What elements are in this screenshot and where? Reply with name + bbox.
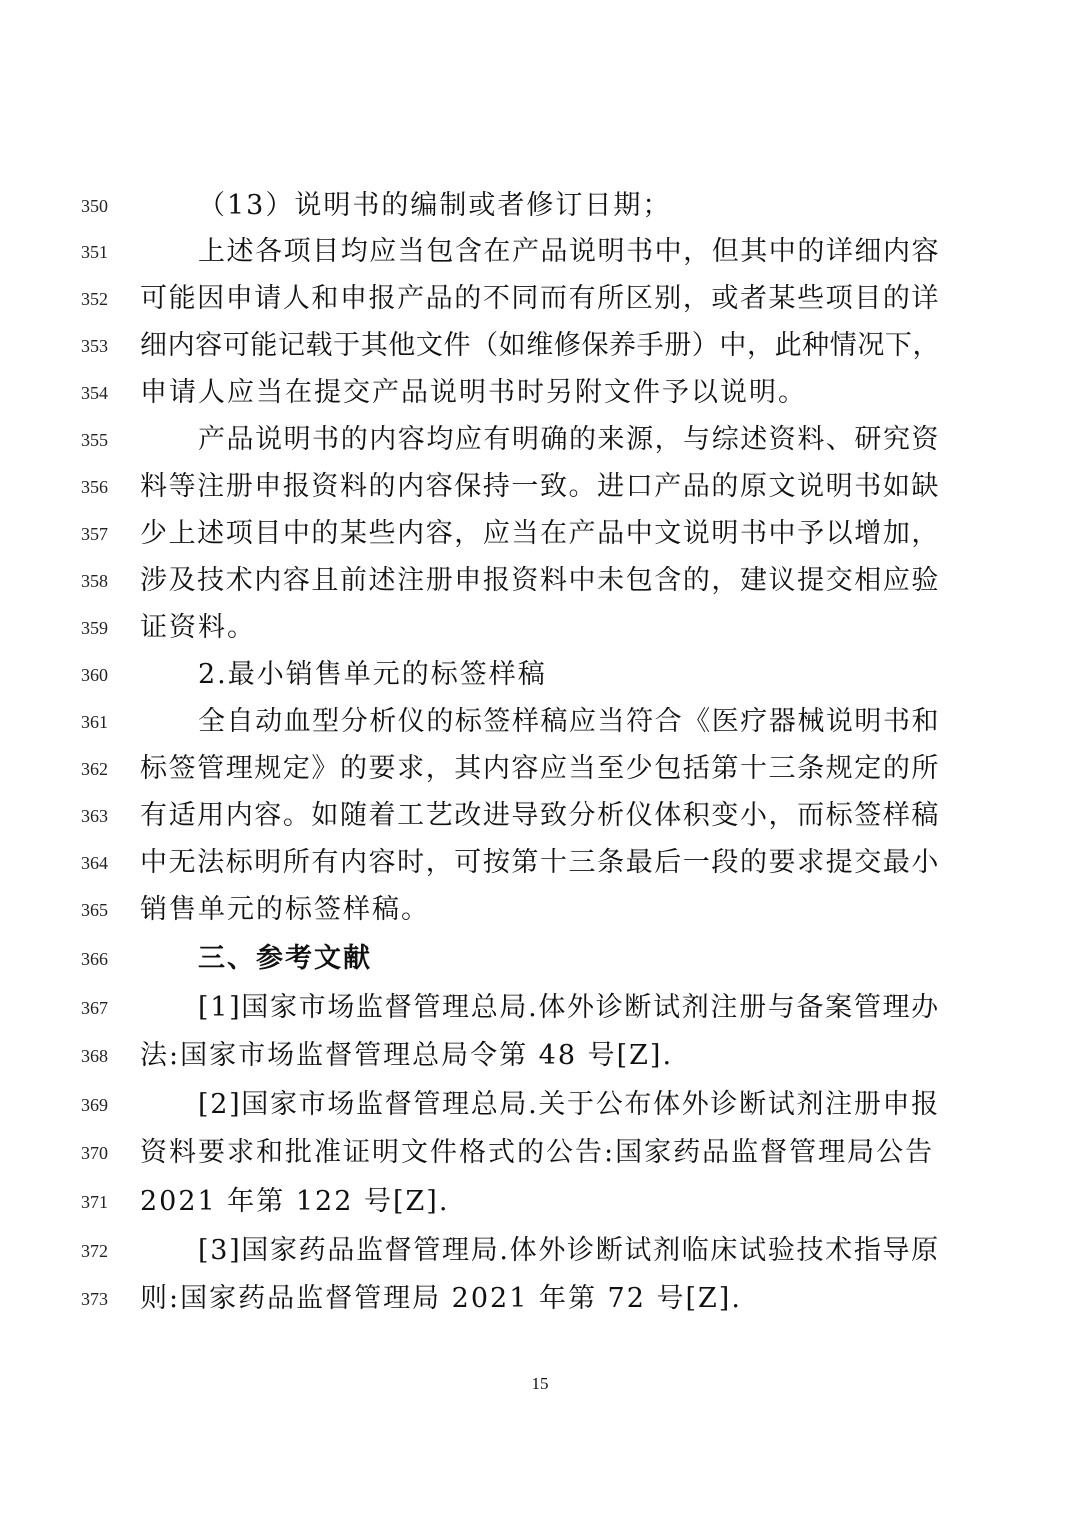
document-line xyxy=(0,186,1080,226)
line-text: （13）说明书的编制或者修订日期； xyxy=(198,190,672,221)
section-heading: 三、参考文献 xyxy=(198,943,372,974)
line-text: 则:国家药品监督管理局 2021 年第 72 号[Z]. xyxy=(140,1283,742,1314)
document-line xyxy=(0,1085,1080,1125)
line-number: 360 xyxy=(81,665,108,685)
line-text: 中无法标明所有内容时，可按第十三条最后一段的要求提交最小 xyxy=(140,847,940,878)
document-line xyxy=(0,1231,1080,1271)
line-number: 351 xyxy=(81,242,108,262)
document-line xyxy=(0,988,1080,1028)
line-text: 上述各项目均应当包含在产品说明书中，但其中的详细内容 xyxy=(198,236,941,267)
document-line xyxy=(0,279,1080,319)
line-text: 有适用内容。如随着工艺改进导致分析仪体积变小，而标签样稿 xyxy=(140,800,940,831)
line-number: 355 xyxy=(81,430,108,450)
line-text: 申请人应当在提交产品说明书时另附文件予以说明。 xyxy=(140,377,807,408)
line-text: 法:国家市场监督管理总局令第 48 号[Z]. xyxy=(140,1040,674,1071)
line-number: 357 xyxy=(81,524,108,544)
line-number: 372 xyxy=(81,1241,108,1261)
line-number: 363 xyxy=(81,806,108,826)
line-text: [1]国家市场监督管理总局.体外诊断试剂注册与备案管理办 xyxy=(198,992,940,1023)
page-number: 15 xyxy=(531,1374,549,1393)
document-line xyxy=(0,1279,1080,1319)
line-number: 356 xyxy=(81,477,108,497)
line-number: 354 xyxy=(81,383,108,403)
line-number: 350 xyxy=(81,196,108,216)
document-line xyxy=(0,420,1080,460)
line-number: 364 xyxy=(81,853,108,873)
line-text: 资料要求和批准证明文件格式的公告:国家药品监督管理局公告 xyxy=(140,1137,935,1168)
document-line xyxy=(0,232,1080,272)
line-number: 352 xyxy=(81,289,108,309)
line-number: 369 xyxy=(81,1095,108,1115)
document-line xyxy=(0,843,1080,883)
line-number: 367 xyxy=(81,998,108,1018)
line-text: 产品说明书的内容均应有明确的来源，与综述资料、研究资 xyxy=(198,424,941,455)
line-text: 标签管理规定》的要求，其内容应当至少包括第十三条规定的所 xyxy=(140,753,940,784)
document-line xyxy=(0,796,1080,836)
document-line xyxy=(0,608,1080,648)
document-line xyxy=(0,326,1080,366)
document-line xyxy=(0,514,1080,554)
line-number: 370 xyxy=(81,1143,108,1163)
line-text: [2]国家市场监督管理总局.关于公布体外诊断试剂注册申报 xyxy=(198,1089,940,1120)
document-line xyxy=(0,467,1080,507)
line-text: 证资料。 xyxy=(140,612,256,643)
line-number: 368 xyxy=(81,1046,108,1066)
document-line xyxy=(0,561,1080,601)
line-number: 365 xyxy=(81,900,108,920)
line-number: 358 xyxy=(81,571,108,591)
document-line xyxy=(0,702,1080,742)
line-text: 可能因申请人和申报产品的不同而有所区别，或者某些项目的详 xyxy=(140,283,940,314)
line-number: 361 xyxy=(81,712,108,732)
line-number: 373 xyxy=(81,1289,108,1309)
line-text: 细内容可能记载于其他文件（如维修保养手册）中，此种情况下， xyxy=(140,330,941,361)
line-text: 全自动血型分析仪的标签样稿应当符合《医疗器械说明书和 xyxy=(198,706,941,737)
line-number: 353 xyxy=(81,336,108,356)
line-text: [3]国家药品监督管理局.体外诊断试剂临床试验技术指导原 xyxy=(198,1235,940,1266)
line-text: 少上述项目中的某些内容，应当在产品中文说明书中予以增加， xyxy=(140,518,940,549)
document-line xyxy=(0,655,1080,695)
line-number: 371 xyxy=(81,1192,108,1212)
line-text: 料等注册申报资料的内容保持一致。进口产品的原文说明书如缺 xyxy=(140,471,940,502)
line-text: 2021 年第 122 号[Z]. xyxy=(140,1186,450,1217)
document-line xyxy=(0,1133,1080,1173)
line-number: 362 xyxy=(81,759,108,779)
line-number: 359 xyxy=(81,618,108,638)
line-text: 销售单元的标签样稿。 xyxy=(140,894,430,925)
document-line xyxy=(0,890,1080,930)
line-text: 涉及技术内容且前述注册申报资料中未包含的，建议提交相应验 xyxy=(140,565,940,596)
document-line xyxy=(0,939,1080,979)
document-line xyxy=(0,373,1080,413)
document-line xyxy=(0,1036,1080,1076)
line-number: 366 xyxy=(81,949,108,969)
document-line xyxy=(0,1182,1080,1222)
line-text: 2.最小销售单元的标签样稿 xyxy=(198,659,547,690)
document-line xyxy=(0,749,1080,789)
